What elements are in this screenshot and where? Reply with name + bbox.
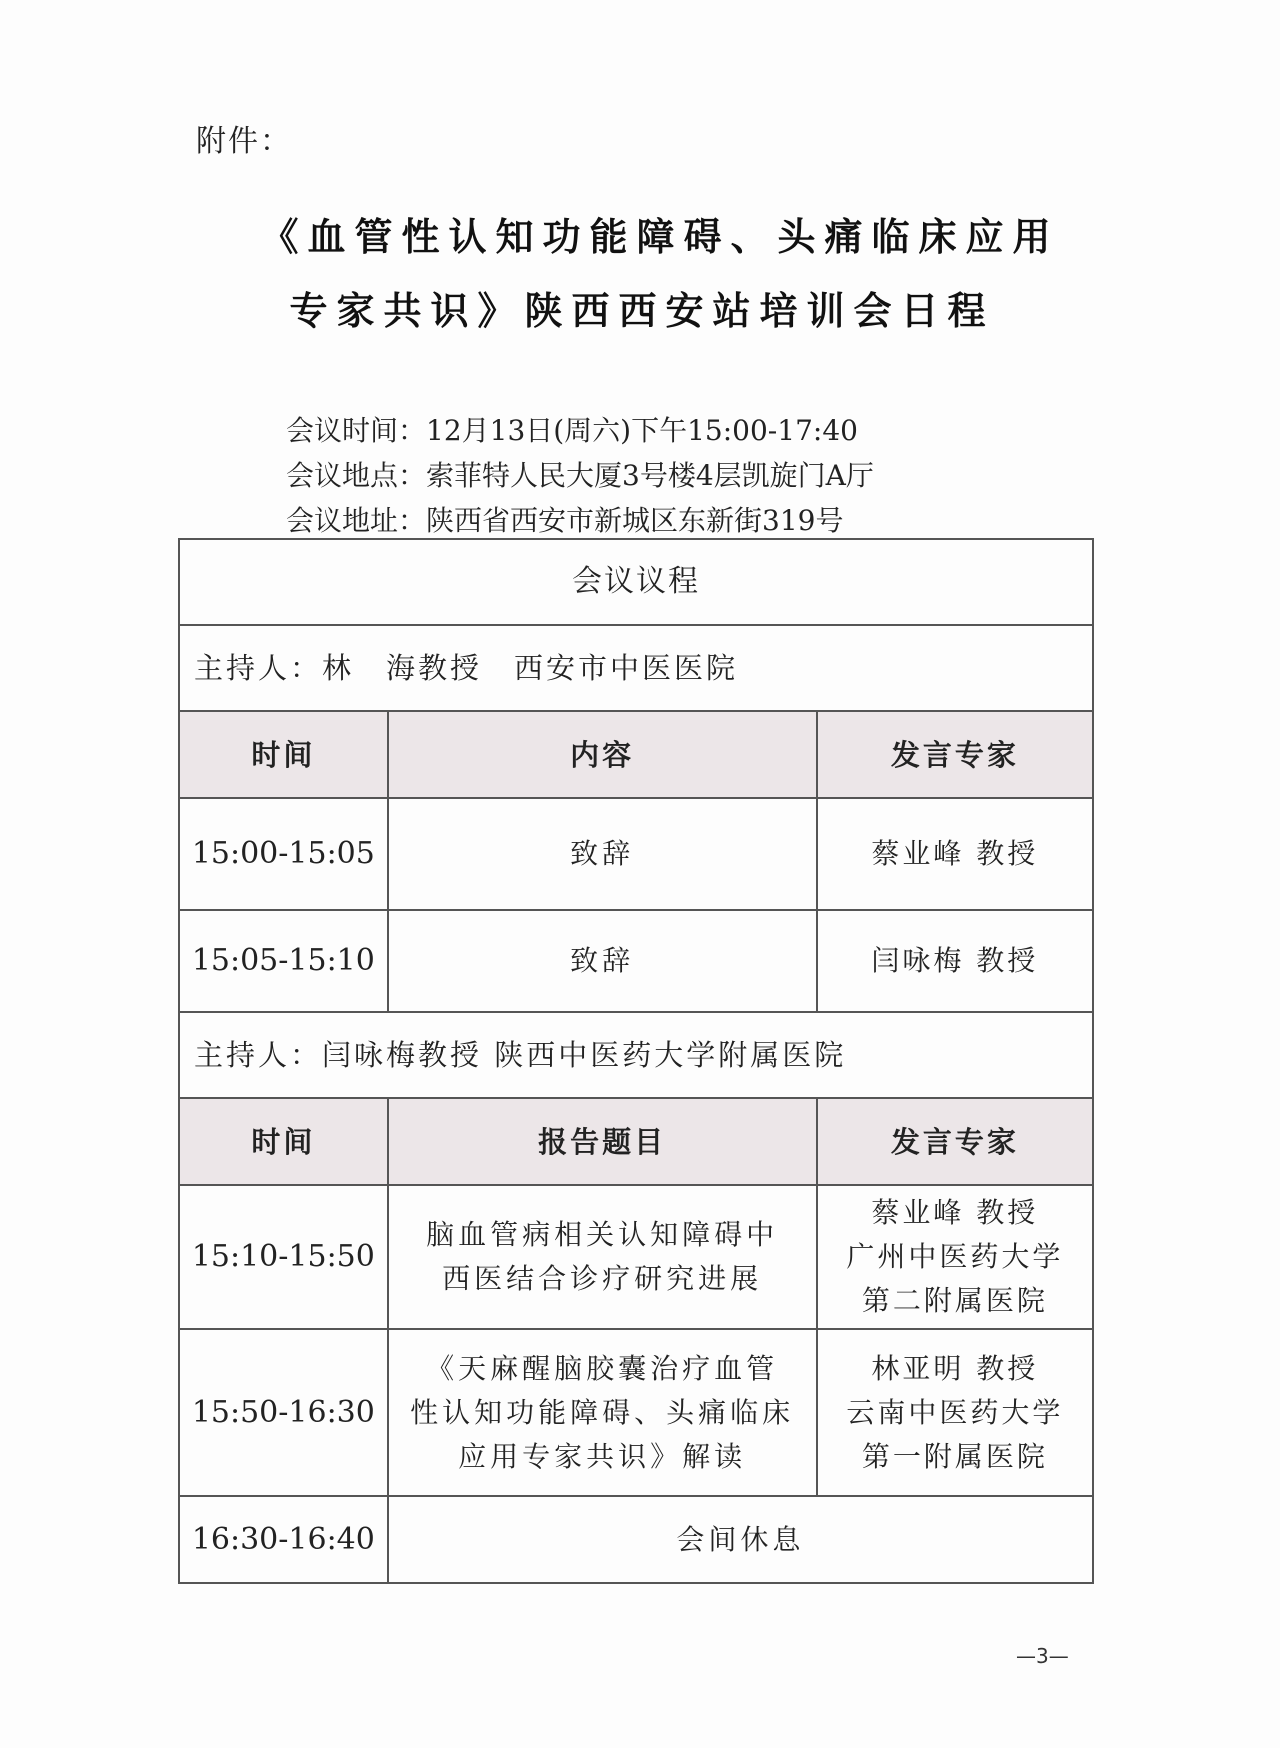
topic-line: 西医结合诊疗研究进展	[442, 1262, 763, 1295]
meeting-info	[286, 408, 874, 543]
meeting-address: 会议地址：陕西省西安市新城区东新街319号	[286, 504, 844, 537]
topic-line: 应用专家共识》解读	[458, 1439, 747, 1473]
speaker-affiliation: 云南中医药大学	[846, 1395, 1064, 1429]
break-label: 会间休息	[388, 1496, 1093, 1583]
speaker-affiliation: 第一附属医院	[861, 1439, 1048, 1473]
row-speaker	[817, 1185, 1093, 1329]
header-speaker: 发言专家	[817, 711, 1093, 798]
row-topic	[388, 1185, 817, 1329]
header-topic: 报告题目	[388, 1098, 817, 1185]
agenda-table	[178, 538, 1094, 1584]
row-time: 15:50-16:30	[179, 1329, 388, 1496]
speaker-affiliation: 第二附属医院	[861, 1284, 1048, 1317]
header-time: 时间	[179, 1098, 388, 1185]
session2-header-row	[179, 1098, 1093, 1185]
session2-host: 主持人：闫咏梅教授 陕西中医药大学附属医院	[179, 1012, 1093, 1098]
row-speaker	[817, 1329, 1093, 1496]
speaker-affiliation: 广州中医药大学	[846, 1240, 1064, 1273]
topic-line: 性认知功能障碍、头痛临床	[410, 1395, 795, 1429]
row-time: 15:00-15:05	[179, 798, 388, 910]
meeting-time: 会议时间：12月13日(周六)下午15:00-17:40	[286, 414, 858, 447]
page-number: —3—	[1016, 1644, 1069, 1668]
topic-line: 《天麻醒脑胶囊治疗血管	[426, 1351, 779, 1385]
table-row	[179, 1185, 1093, 1329]
agenda-title: 会议议程	[179, 539, 1093, 625]
session1-host-row	[179, 625, 1093, 711]
row-time: 16:30-16:40	[179, 1496, 388, 1583]
row-speaker: 蔡业峰 教授	[817, 798, 1093, 910]
topic-line: 脑血管病相关认知障碍中	[426, 1218, 779, 1251]
document-title-line2: 专家共识》陕西西安站培训会日程	[289, 289, 995, 333]
speaker-name: 蔡业峰 教授	[871, 1196, 1039, 1229]
session1-host: 主持人：林 海教授 西安市中医医院	[179, 625, 1093, 711]
table-row	[179, 798, 1093, 910]
row-time: 15:10-15:50	[179, 1185, 388, 1329]
meeting-venue: 会议地点：索菲特人民大厦3号楼4层凯旋门A厅	[286, 459, 874, 492]
row-topic	[388, 1329, 817, 1496]
row-speaker: 闫咏梅 教授	[817, 910, 1093, 1012]
session2-host-row	[179, 1012, 1093, 1098]
speaker-name: 林亚明 教授	[871, 1351, 1039, 1385]
agenda-title-row	[179, 539, 1093, 625]
header-content: 内容	[388, 711, 817, 798]
session1-header-row	[179, 711, 1093, 798]
table-row	[179, 1329, 1093, 1496]
row-time: 15:05-15:10	[179, 910, 388, 1012]
row-content: 致辞	[388, 910, 817, 1012]
attachment-label: 附件：	[196, 124, 292, 159]
row-content: 致辞	[388, 798, 817, 910]
break-row	[179, 1496, 1093, 1583]
table-row	[179, 910, 1093, 1012]
header-speaker: 发言专家	[817, 1098, 1093, 1185]
document-title-line1: 《血管性认知功能障碍、头痛临床应用	[260, 215, 1060, 259]
header-time: 时间	[179, 711, 388, 798]
